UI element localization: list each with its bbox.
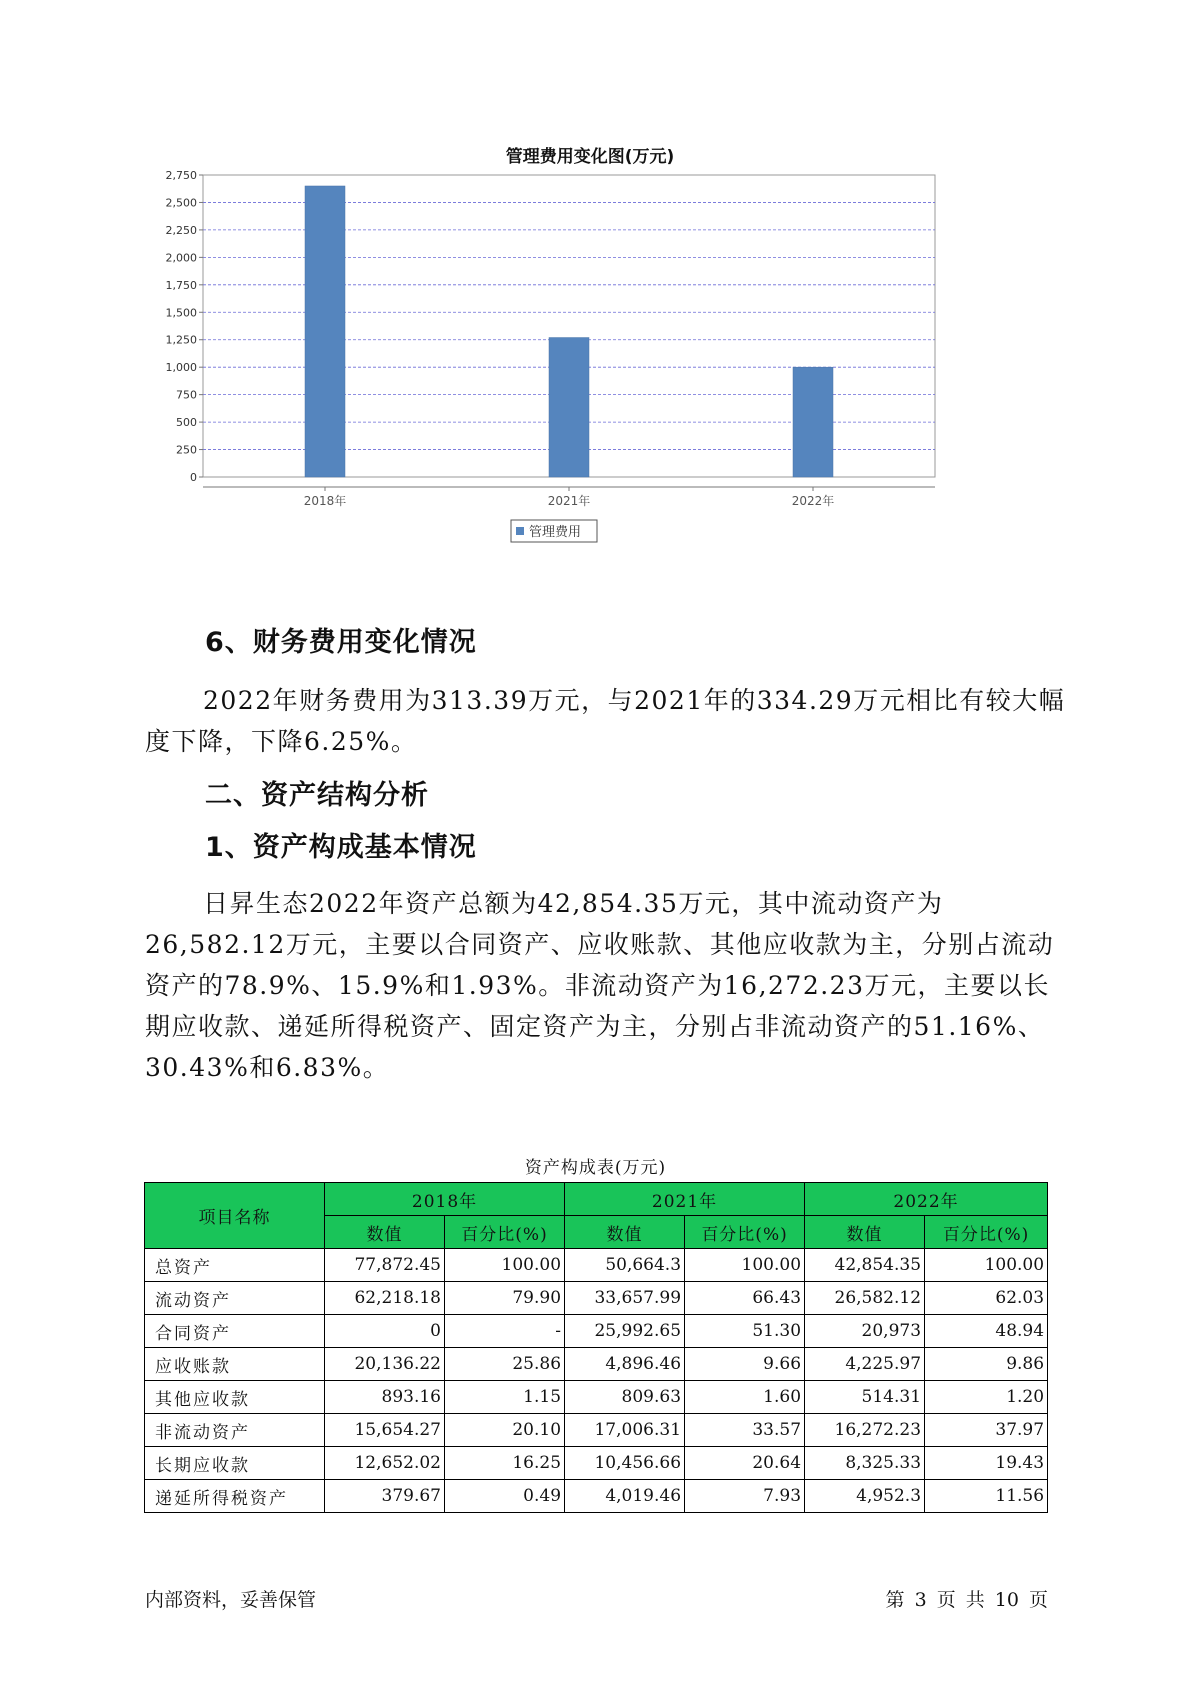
cell-percent: 1.15 xyxy=(445,1381,565,1414)
cell-value: 15,654.27 xyxy=(325,1414,445,1447)
y-tick-label: 1,000 xyxy=(165,361,197,375)
section2-subheading: 1、资产构成基本情况 xyxy=(205,832,477,863)
cell-percent: 62.03 xyxy=(925,1282,1048,1315)
cell-percent: 66.43 xyxy=(685,1282,805,1315)
cell-value: 809.63 xyxy=(565,1381,685,1414)
bar-0 xyxy=(305,186,345,477)
cell-percent: 1.20 xyxy=(925,1381,1048,1414)
y-tick-label: 2,250 xyxy=(165,223,197,237)
chart-canvas xyxy=(150,130,1030,600)
cell-value: 0 xyxy=(325,1315,445,1348)
table-row xyxy=(145,1480,1048,1513)
header-value: 数值 xyxy=(565,1216,685,1249)
cell-value: 42,854.35 xyxy=(805,1249,925,1282)
table-row xyxy=(145,1249,1048,1282)
cell-value: 77,872.45 xyxy=(325,1249,445,1282)
cell-percent: 11.56 xyxy=(925,1480,1048,1513)
header-year: 2018年 xyxy=(325,1183,565,1216)
bar-2 xyxy=(793,367,833,477)
cell-value: 17,006.31 xyxy=(565,1414,685,1447)
legend-label: 管理费用 xyxy=(529,525,582,540)
cell-percent: 51.30 xyxy=(685,1315,805,1348)
y-tick-label: 2,000 xyxy=(165,251,197,265)
cell-percent: 19.43 xyxy=(925,1447,1048,1480)
cell-percent: 20.10 xyxy=(445,1414,565,1447)
header-percent: 百分比(%) xyxy=(925,1216,1048,1249)
header-percent: 百分比(%) xyxy=(685,1216,805,1249)
asset-table xyxy=(144,1182,1048,1513)
cell-value: 20,973 xyxy=(805,1315,925,1348)
cell-value: 4,896.46 xyxy=(565,1348,685,1381)
y-tick-label: 1,500 xyxy=(165,306,197,320)
cell-value: 16,272.23 xyxy=(805,1414,925,1447)
section6-paragraph: 2022年财务费用为313.39万元，与2021年的334.29万元相比有较大幅度下降，下降6.25%。 xyxy=(145,686,1066,756)
row-label: 长期应收款 xyxy=(145,1447,325,1480)
table-row xyxy=(145,1447,1048,1480)
row-label: 其他应收款 xyxy=(145,1381,325,1414)
row-label: 流动资产 xyxy=(145,1282,325,1315)
cell-percent: 20.64 xyxy=(685,1447,805,1480)
cell-value: 4,952.3 xyxy=(805,1480,925,1513)
x-tick-label: 2021年 xyxy=(547,494,591,508)
cell-percent: 9.86 xyxy=(925,1348,1048,1381)
header-percent: 百分比(%) xyxy=(445,1216,565,1249)
cell-percent: 0.49 xyxy=(445,1480,565,1513)
header-year: 2022年 xyxy=(805,1183,1048,1216)
y-tick-label: 1,250 xyxy=(165,333,197,347)
cell-value: 379.67 xyxy=(325,1480,445,1513)
y-tick-label: 0 xyxy=(190,471,197,484)
cell-percent: 1.60 xyxy=(685,1381,805,1414)
table-row xyxy=(145,1348,1048,1381)
cell-percent: 37.97 xyxy=(925,1414,1048,1447)
header-year: 2021年 xyxy=(565,1183,805,1216)
header-project-name: 项目名称 xyxy=(145,1183,325,1249)
cell-percent: - xyxy=(445,1315,565,1348)
cell-value: 4,225.97 xyxy=(805,1348,925,1381)
cell-percent: 16.25 xyxy=(445,1447,565,1480)
y-tick-label: 250 xyxy=(176,443,197,457)
table-row xyxy=(145,1315,1048,1348)
cell-percent: 33.57 xyxy=(685,1414,805,1447)
cell-value: 50,664.3 xyxy=(565,1249,685,1282)
y-tick-label: 2,500 xyxy=(165,196,197,210)
x-tick-label: 2022年 xyxy=(791,494,835,508)
row-label: 非流动资产 xyxy=(145,1414,325,1447)
cell-value: 8,325.33 xyxy=(805,1447,925,1480)
cell-percent: 9.66 xyxy=(685,1348,805,1381)
cell-percent: 100.00 xyxy=(925,1249,1048,1282)
cell-value: 62,218.18 xyxy=(325,1282,445,1315)
footer-page-number: 第 3 页 共 10 页 xyxy=(885,1589,1048,1611)
legend-swatch xyxy=(516,527,524,535)
cell-value: 10,456.66 xyxy=(565,1447,685,1480)
y-tick-label: 2,750 xyxy=(165,169,197,182)
cell-value: 26,582.12 xyxy=(805,1282,925,1315)
table-body xyxy=(145,1249,1048,1513)
header-value: 数值 xyxy=(805,1216,925,1249)
cell-value: 33,657.99 xyxy=(565,1282,685,1315)
cell-percent: 25.86 xyxy=(445,1348,565,1381)
cell-percent: 100.00 xyxy=(445,1249,565,1282)
table-row xyxy=(145,1414,1048,1447)
cell-percent: 48.94 xyxy=(925,1315,1048,1348)
row-label: 应收账款 xyxy=(145,1348,325,1381)
cell-percent: 79.90 xyxy=(445,1282,565,1315)
cell-value: 4,019.46 xyxy=(565,1480,685,1513)
row-label: 总资产 xyxy=(145,1249,325,1282)
table-row xyxy=(145,1282,1048,1315)
footer-confidential-note: 内部资料，妥善保管 xyxy=(145,1589,317,1611)
row-label: 递延所得税资产 xyxy=(145,1480,325,1513)
cell-value: 893.16 xyxy=(325,1381,445,1414)
y-tick-label: 750 xyxy=(176,388,197,402)
section6-heading: 6、财务费用变化情况 xyxy=(205,627,477,658)
table-header-row xyxy=(145,1183,1048,1216)
cell-percent: 7.93 xyxy=(685,1480,805,1513)
expense-chart xyxy=(150,130,1030,600)
x-tick-label: 2018年 xyxy=(303,494,347,508)
row-label: 合同资产 xyxy=(145,1315,325,1348)
y-tick-label: 1,750 xyxy=(165,278,197,292)
cell-value: 25,992.65 xyxy=(565,1315,685,1348)
cell-value: 12,652.02 xyxy=(325,1447,445,1480)
section2-paragraph: 日昇生态2022年资产总额为42,854.35万元，其中流动资产为26,582.12万元，主要以合同资产、应收账款、其他应收款为主，分别占流动资产的78.9%、15.9%和1.93%。非流动资产为16,272.23万元，主要以长期应收款、递延所得税资产、固定资产为主，分别占非流动资产的51.16%、30.43%和6.83%。 xyxy=(145,889,1055,1082)
section2-heading: 二、资产结构分析 xyxy=(205,780,429,811)
cell-value: 514.31 xyxy=(805,1381,925,1414)
cell-percent: 100.00 xyxy=(685,1249,805,1282)
table-row xyxy=(145,1381,1048,1414)
cell-value: 20,136.22 xyxy=(325,1348,445,1381)
table-caption: 资产构成表(万元) xyxy=(524,1158,667,1178)
header-value: 数值 xyxy=(325,1216,445,1249)
y-tick-label: 500 xyxy=(176,416,197,430)
chart-title: 管理费用变化图(万元) xyxy=(505,147,675,167)
bar-1 xyxy=(549,338,589,477)
